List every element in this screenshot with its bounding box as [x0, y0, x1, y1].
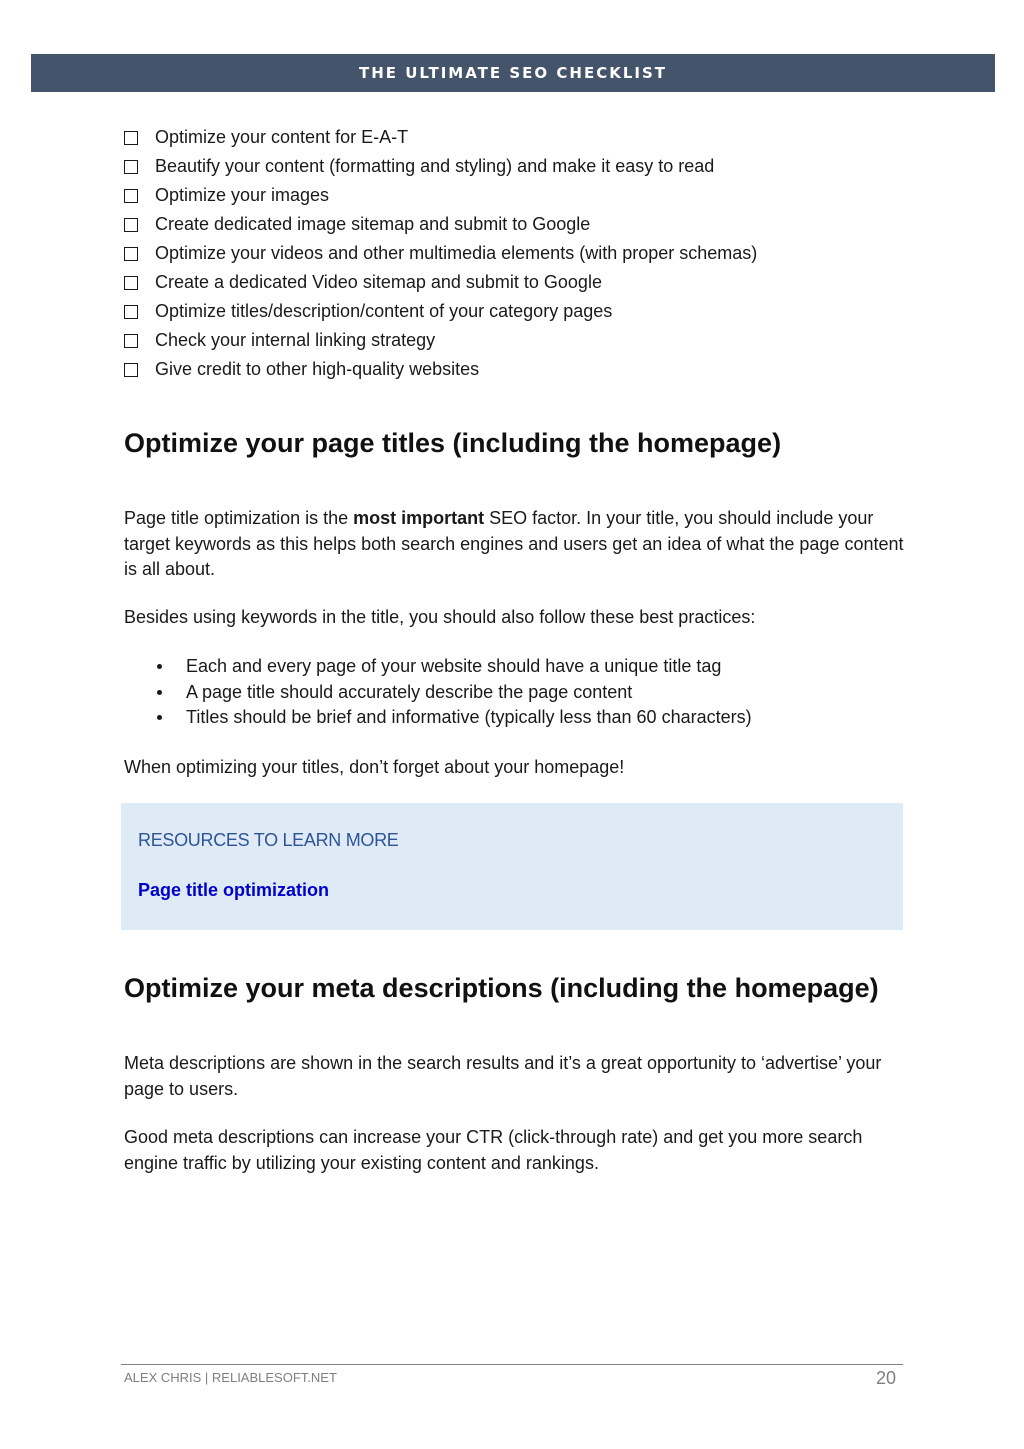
checklist-item [124, 123, 904, 152]
checklist-item [124, 239, 904, 268]
checkbox-icon[interactable] [124, 276, 138, 290]
header-title: THE ULTIMATE SEO CHECKLIST [358, 64, 668, 82]
bullet-icon [157, 690, 162, 695]
paragraph-text: SEO factor. In your title, you should include your target keywords as this helps both search engines and users get an idea of what the page content is all about. [124, 508, 904, 579]
section-heading-page-titles: Optimize your page titles (including the homepage) [124, 428, 782, 458]
checkbox-icon[interactable] [124, 218, 138, 232]
paragraph-page-title-intro [124, 506, 909, 583]
page-title-optimization-link[interactable]: Page title optimization [138, 880, 330, 900]
list-item [124, 654, 904, 680]
checklist-item [124, 210, 904, 239]
page-header-bar [31, 54, 995, 92]
resources-box [121, 803, 903, 930]
checklist-item-label: Check your internal linking strategy [155, 330, 436, 350]
checklist-item [124, 355, 904, 384]
bullet-icon [157, 664, 162, 669]
paragraph-text: Page title optimization is the [124, 508, 354, 528]
checkbox-icon[interactable] [124, 131, 138, 145]
seo-checklist [124, 123, 904, 384]
checklist-item-label: Optimize your videos and other multimedia elements (with proper schemas) [155, 243, 758, 263]
list-item-label: A page title should accurately describe the page content [186, 681, 633, 702]
checkbox-icon[interactable] [124, 189, 138, 203]
page-number: 20 [875, 1368, 896, 1388]
best-practices-list [124, 654, 904, 731]
checkbox-icon[interactable] [124, 363, 138, 377]
list-item-label: Each and every page of your website should have a unique title tag [186, 656, 722, 676]
paragraph-homepage-reminder: When optimizing your titles, don’t forget about your homepage! [124, 757, 625, 777]
checkbox-icon[interactable] [124, 305, 138, 319]
checklist-item-label: Give credit to other high-quality websites [155, 359, 480, 379]
checklist-item-label: Create a dedicated Video sitemap and submit to Google [155, 272, 602, 292]
checklist-item [124, 152, 904, 181]
checklist-item-label: Optimize your content for E-A-T [155, 127, 409, 147]
list-item [124, 705, 904, 731]
checklist-item-label: Optimize titles/description/content of your category pages [155, 301, 613, 321]
checklist-item [124, 181, 904, 210]
checkbox-icon[interactable] [124, 160, 138, 174]
list-item-label: Titles should be brief and informative (typically less than 60 characters) [186, 707, 752, 727]
checklist-item-label: Create dedicated image sitemap and submit to Google [155, 214, 591, 234]
section-heading-meta-descriptions: Optimize your meta descriptions (including the homepage) [124, 973, 879, 1003]
checkbox-icon[interactable] [124, 247, 138, 261]
paragraph-meta-ctr: Good meta descriptions can increase your CTR (click-through rate) and get you more search engine traffic by utilizing your existing content and rankings. [124, 1127, 863, 1173]
paragraph-best-practices: Besides using keywords in the title, you should also follow these best practices: [124, 607, 756, 627]
footer-divider [121, 1364, 903, 1365]
checklist-item-label: Optimize your images [155, 185, 330, 205]
resources-title: RESOURCES TO LEARN MORE [138, 830, 399, 850]
checklist-item [124, 326, 904, 355]
checklist-item [124, 268, 904, 297]
paragraph-meta-intro: Meta descriptions are shown in the search results and it’s a great opportunity to ‘advertise’ your page to users. [124, 1053, 882, 1099]
bullet-icon [157, 715, 162, 720]
footer-author: ALEX CHRIS | RELIABLESOFT.NET [124, 1370, 337, 1385]
checklist-item-label: Beautify your content (formatting and styling) and make it easy to read [155, 156, 715, 176]
bold-text: most important [353, 508, 485, 528]
checkbox-icon[interactable] [124, 334, 138, 348]
checklist-item [124, 297, 904, 326]
list-item [124, 680, 904, 706]
